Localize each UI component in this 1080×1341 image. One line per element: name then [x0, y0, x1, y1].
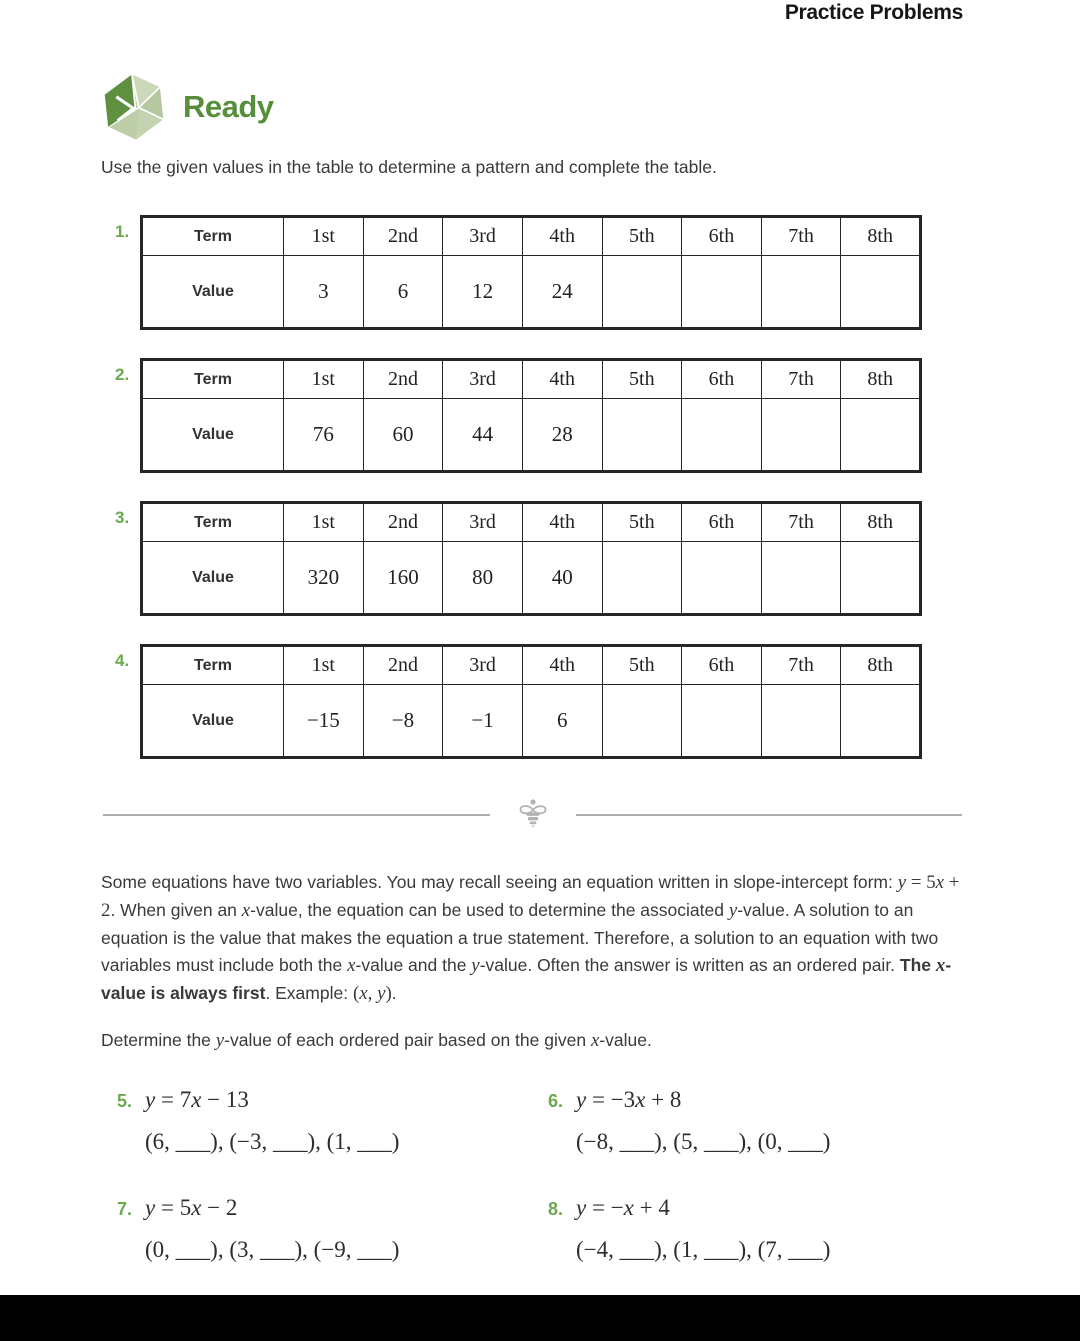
empty-value-cell — [841, 685, 921, 758]
term-header-cell: 4th — [522, 217, 602, 256]
text-segment: ) — [385, 983, 392, 1005]
term-header-cell: 8th — [841, 646, 921, 685]
page-title: Practice Problems — [784, 1, 963, 24]
text-segment: = −3 — [586, 1087, 636, 1112]
value-cell: 76 — [284, 399, 364, 472]
term-header-cell: 5th — [602, 646, 682, 685]
divider-line-left — [103, 814, 490, 816]
value-cell: 40 — [522, 542, 602, 615]
term-header-cell: 3rd — [443, 217, 523, 256]
bottom-black-bar — [0, 1295, 1080, 1341]
table-holder — [140, 644, 922, 759]
term-header-cell: 7th — [761, 217, 841, 256]
table-number: 2. — [115, 365, 130, 384]
value-cell: 80 — [443, 542, 523, 615]
text-segment: + 4 — [633, 1195, 670, 1220]
value-cell: −1 — [443, 685, 523, 758]
text-segment: -value is always first — [101, 955, 952, 1004]
term-header-cell: 4th — [522, 646, 602, 685]
term-header-cell: 2nd — [363, 217, 443, 256]
value-cell: 12 — [443, 256, 523, 329]
empty-value-cell — [761, 685, 841, 758]
text-segment: , — [367, 983, 378, 1005]
term-header-cell: 6th — [682, 360, 762, 399]
text-segment: . — [391, 983, 397, 1004]
value-cell: 60 — [363, 399, 443, 472]
table-block-4 — [115, 644, 922, 759]
table-number: 1. — [115, 222, 130, 241]
text-segment: y — [145, 1195, 156, 1220]
pattern-table — [140, 501, 922, 616]
text-segment: x — [241, 899, 251, 921]
term-header-cell: 8th — [841, 360, 921, 399]
problem-number: 6. — [548, 1091, 564, 1111]
problem-6 — [548, 1086, 978, 1155]
problem-head — [117, 1086, 547, 1113]
value-cell: 44 — [443, 399, 523, 472]
value-cell: 24 — [522, 256, 602, 329]
text-segment: Some equations have two variables. You may recall seeing an equation written in slope-intercept form: — [101, 872, 898, 892]
term-header-cell: 2nd — [363, 360, 443, 399]
table-block-3 — [115, 501, 922, 616]
table-holder — [140, 215, 922, 330]
text-segment: + 2 — [101, 872, 960, 921]
text-segment: Determine the — [101, 1030, 216, 1050]
value-cell: 6 — [363, 256, 443, 329]
empty-value-cell — [602, 399, 682, 472]
text-segment: + 8 — [645, 1087, 682, 1112]
text-segment: y — [377, 983, 386, 1005]
bee-icon — [516, 798, 550, 833]
table-block-2 — [115, 358, 922, 473]
ready-heading: Ready — [183, 89, 274, 124]
text-segment: = 5 — [906, 872, 936, 893]
term-header-cell: 8th — [841, 217, 921, 256]
term-header-cell: 6th — [682, 646, 762, 685]
value-row-label: Value — [142, 399, 284, 472]
pattern-table — [140, 215, 922, 330]
text-segment: y — [576, 1087, 587, 1112]
pattern-table — [140, 358, 922, 473]
text-segment: x — [191, 1195, 202, 1220]
term-header-cell: 6th — [682, 217, 762, 256]
text-segment: . Example: — [265, 983, 353, 1004]
empty-value-cell — [602, 256, 682, 329]
ready-section-header — [100, 72, 274, 142]
text-segment: y — [215, 1030, 225, 1051]
term-header-cell: 2nd — [363, 646, 443, 685]
table-holder — [140, 358, 922, 473]
empty-value-cell — [761, 542, 841, 615]
term-header-cell: 2nd — [363, 503, 443, 542]
text-segment: -value. Often the answer is written as an ordered pair. — [479, 955, 900, 976]
problem-head — [548, 1194, 978, 1221]
text-segment: ( — [352, 983, 360, 1005]
explanation-paragraph — [101, 869, 969, 1008]
term-header-cell: 7th — [761, 646, 841, 685]
term-header-cell: 3rd — [443, 360, 523, 399]
empty-value-cell — [761, 399, 841, 472]
empty-value-cell — [682, 542, 762, 615]
value-row-label: Value — [142, 256, 284, 329]
value-cell: 6 — [522, 685, 602, 758]
term-header-cell: 1st — [284, 646, 364, 685]
problem-head — [117, 1194, 547, 1221]
text-segment: − 2 — [201, 1195, 238, 1220]
text-segment: y — [897, 872, 907, 893]
text-segment: y — [728, 899, 738, 921]
term-header-cell: 5th — [602, 360, 682, 399]
text-segment: -value. A solution to an equation is the value that makes the equation a true statement. Therefore, a solution to an equation with two variables must include both the — [101, 899, 939, 976]
text-segment: = − — [586, 1195, 624, 1220]
term-row-label: Term — [142, 217, 284, 256]
text-segment: − 13 — [201, 1087, 249, 1112]
text-segment: y — [145, 1087, 156, 1112]
table-number: 4. — [115, 651, 130, 670]
empty-value-cell — [841, 399, 921, 472]
problem-equation — [145, 1086, 249, 1113]
term-header-cell: 7th — [761, 360, 841, 399]
table-holder — [140, 501, 922, 616]
table-block-1 — [115, 215, 922, 330]
problem-number: 8. — [548, 1199, 564, 1219]
term-header-cell: 4th — [522, 360, 602, 399]
value-cell: −8 — [363, 685, 443, 758]
text-segment: = 7 — [155, 1087, 192, 1112]
problem-ordered-pairs: (6, ___), (−3, ___), (1, ___) — [145, 1129, 400, 1154]
problem-7 — [117, 1194, 547, 1263]
term-row-label: Term — [142, 646, 284, 685]
text-segment: x — [635, 1087, 646, 1112]
problem-ordered-pairs: (0, ___), (3, ___), (−9, ___) — [145, 1237, 400, 1262]
problem-ordered-pairs: (−4, ___), (1, ___), (7, ___) — [576, 1237, 831, 1262]
intro-instruction: Use the given values in the table to determine a pattern and complete the table. — [101, 157, 717, 177]
term-header-cell: 6th — [682, 503, 762, 542]
text-segment: x — [590, 1030, 600, 1051]
text-segment: x — [191, 1087, 202, 1112]
text-segment: The — [899, 955, 936, 976]
pattern-table — [140, 644, 922, 759]
empty-value-cell — [841, 256, 921, 329]
value-cell: −15 — [284, 685, 364, 758]
term-header-cell: 8th — [841, 503, 921, 542]
term-header-cell: 1st — [284, 360, 364, 399]
divider-line-right — [576, 814, 963, 816]
problem-equation — [576, 1194, 670, 1221]
hexagon-logo-icon — [100, 72, 168, 142]
text-segment: -value of each ordered pair based on the given — [224, 1030, 591, 1050]
text-segment: . When given an — [110, 899, 242, 920]
problem-equation — [576, 1086, 681, 1113]
text-segment: x — [359, 983, 368, 1005]
text-segment: y — [576, 1195, 587, 1220]
problem-ordered-pairs: (−8, ___), (5, ___), (0, ___) — [576, 1129, 831, 1154]
empty-value-cell — [602, 685, 682, 758]
text-segment: = 5 — [155, 1195, 192, 1220]
empty-value-cell — [841, 542, 921, 615]
value-cell: 320 — [284, 542, 364, 615]
empty-value-cell — [602, 542, 682, 615]
problem-8 — [548, 1194, 978, 1263]
text-segment: -value. — [599, 1030, 652, 1050]
term-header-cell: 3rd — [443, 503, 523, 542]
value-row-label: Value — [142, 542, 284, 615]
term-header-cell: 3rd — [443, 646, 523, 685]
text-segment: -value and the — [355, 955, 472, 976]
empty-value-cell — [682, 399, 762, 472]
value-cell: 160 — [363, 542, 443, 615]
text-segment: x — [347, 955, 356, 977]
text-segment: x — [935, 955, 946, 977]
term-row-label: Term — [142, 360, 284, 399]
text-segment: x — [935, 872, 945, 893]
empty-value-cell — [682, 685, 762, 758]
text-segment: y — [471, 955, 480, 977]
problem-head — [548, 1086, 978, 1113]
term-header-cell: 1st — [284, 503, 364, 542]
problem-5 — [117, 1086, 547, 1155]
empty-value-cell — [761, 256, 841, 329]
problem-number: 5. — [117, 1091, 133, 1111]
value-cell: 3 — [284, 256, 364, 329]
term-header-cell: 5th — [602, 503, 682, 542]
term-header-cell: 4th — [522, 503, 602, 542]
determine-instruction — [101, 1030, 969, 1052]
value-row-label: Value — [142, 685, 284, 758]
text-segment: -value, the equation can be used to determine the associated — [250, 899, 729, 920]
text-segment: x — [623, 1195, 634, 1220]
term-row-label: Term — [142, 503, 284, 542]
problem-number: 7. — [117, 1199, 133, 1219]
problem-equation — [145, 1194, 237, 1221]
value-cell: 28 — [522, 399, 602, 472]
table-number: 3. — [115, 508, 130, 527]
term-header-cell: 5th — [602, 217, 682, 256]
section-divider — [103, 800, 962, 830]
term-header-cell: 7th — [761, 503, 841, 542]
empty-value-cell — [682, 256, 762, 329]
term-header-cell: 1st — [284, 217, 364, 256]
